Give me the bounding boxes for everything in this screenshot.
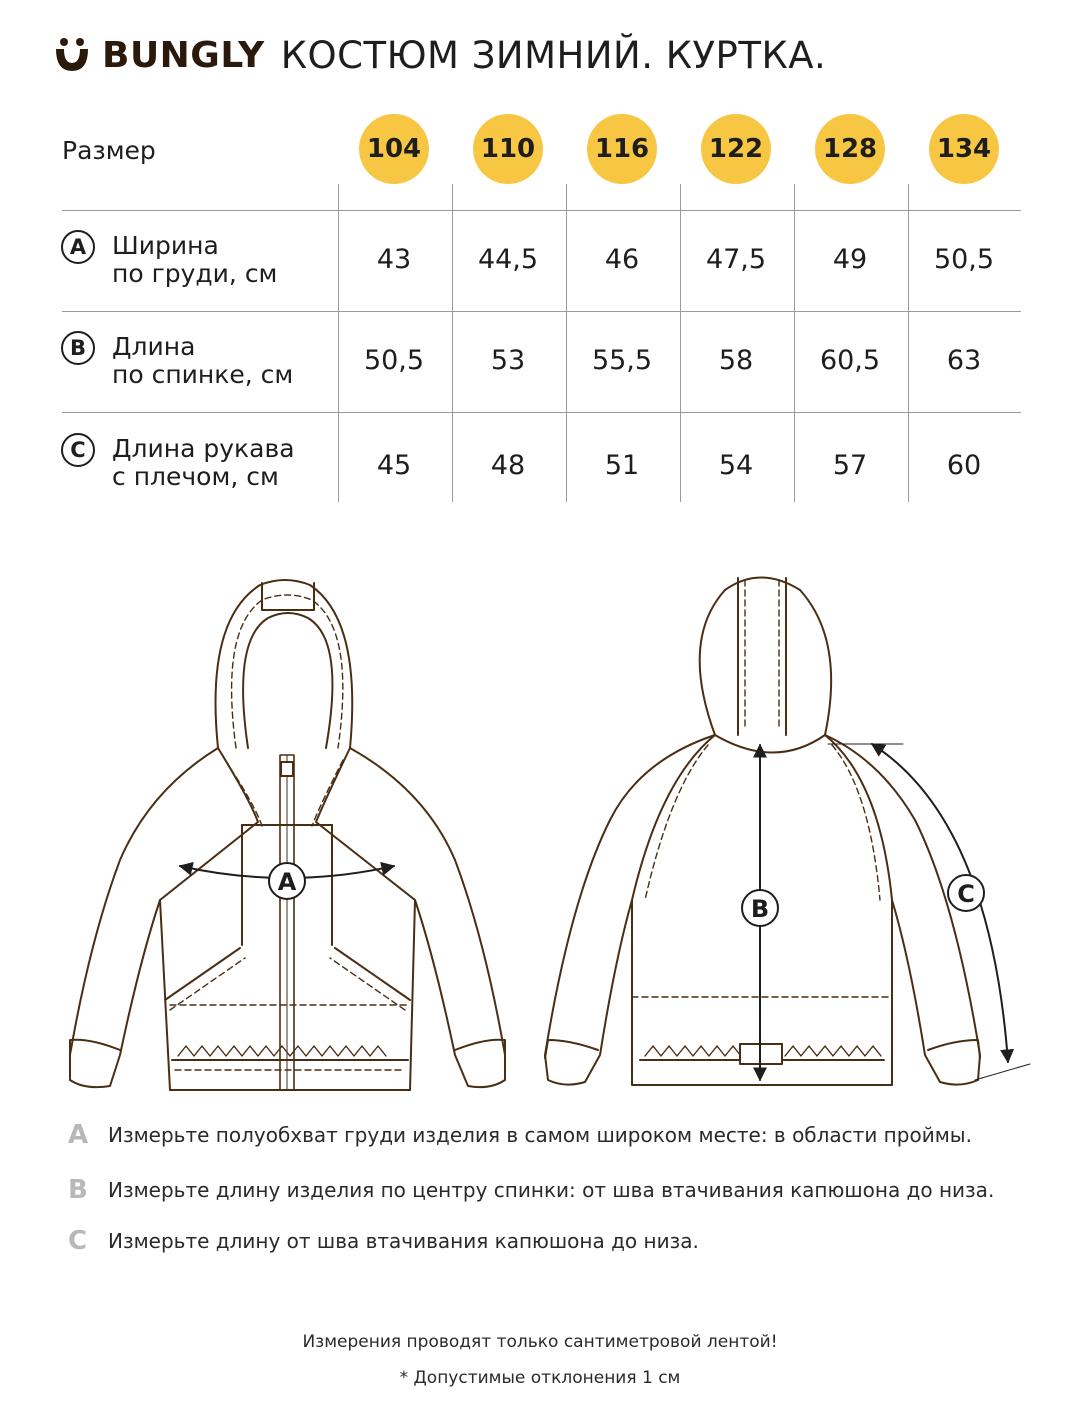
instruction-text: Измерьте полуобхват груди изделия в самом широком месте: в области проймы. (108, 1123, 972, 1147)
table-cell: 58 (718, 345, 754, 376)
table-cell: 55,5 (591, 345, 653, 376)
instruction-letter: C (68, 1226, 88, 1256)
row-label-line: Ширина (112, 231, 219, 260)
table-cell: 48 (490, 450, 526, 481)
row-label-line: Длина рукава (112, 434, 295, 463)
instruction-text: Измерьте длину от шва втачивания капюшона до низа. (108, 1229, 699, 1253)
table-cell: 47,5 (705, 244, 767, 275)
table-cell: 57 (832, 450, 868, 481)
header (52, 28, 826, 82)
instruction-letter: A (68, 1120, 89, 1150)
marker-a (269, 863, 305, 899)
row-label-b (112, 333, 293, 389)
table-cell: 46 (604, 244, 640, 275)
marker-a-label: A (277, 868, 297, 896)
jacket-back-view (545, 578, 980, 1086)
size-label: Размер (62, 136, 156, 165)
row-label-line: по спинке, см (112, 360, 294, 389)
row-letter-a: A (61, 230, 95, 264)
row-letter-b: B (61, 331, 95, 365)
size-badge: 116 (587, 114, 657, 184)
footer-note: Измерения проводят только сантиметровой лентой! (302, 1332, 778, 1352)
instruction-text: Измерьте длину изделия по центру спинки: от шва втачивания капюшона до низа. (108, 1178, 995, 1202)
size-badge: 122 (701, 114, 771, 184)
table-cell: 45 (376, 450, 412, 481)
table-cell: 51 (604, 450, 640, 481)
row-letter-c: C (61, 433, 95, 467)
table-cell: 60 (946, 450, 982, 481)
instruction-b (68, 1175, 994, 1205)
table-cell: 60,5 (819, 345, 881, 376)
jacket-sketch (0, 560, 1080, 1100)
table-divider (62, 210, 1021, 211)
table-cell: 53 (490, 345, 526, 376)
size-badge: 104 (359, 114, 429, 184)
table-cell: 44,5 (477, 244, 539, 275)
row-label-c (112, 435, 295, 491)
size-badge: 128 (815, 114, 885, 184)
table-cell: 43 (376, 244, 412, 275)
instruction-a (68, 1120, 972, 1150)
table-divider (62, 412, 1021, 413)
table-divider (62, 311, 1021, 312)
page-title: КОСТЮМ ЗИМНИЙ. КУРТКА. (280, 33, 827, 77)
table-cell: 50,5 (933, 244, 995, 275)
marker-b (742, 890, 778, 926)
instruction-c (68, 1226, 699, 1256)
instruction-letter: B (68, 1175, 88, 1205)
row-label-a (112, 232, 277, 288)
marker-c (948, 875, 984, 911)
row-label-line: Длина (112, 332, 196, 361)
row-label-line: по груди, см (112, 259, 278, 288)
row-label-line: с плечом, см (112, 462, 279, 491)
brand-name: BUNGLY (102, 34, 265, 76)
table-cell: 63 (946, 345, 982, 376)
table-cell: 54 (718, 450, 754, 481)
jacket-front-view (70, 580, 505, 1090)
marker-b-label: B (750, 895, 770, 923)
table-cell: 50,5 (363, 345, 425, 376)
size-badge: 134 (929, 114, 999, 184)
size-badge: 110 (473, 114, 543, 184)
bungly-logo-icon (52, 35, 92, 75)
footer-tolerance: * Допустимые отклонения 1 см (399, 1368, 681, 1388)
marker-c-label: C (957, 880, 975, 908)
table-cell: 49 (832, 244, 868, 275)
